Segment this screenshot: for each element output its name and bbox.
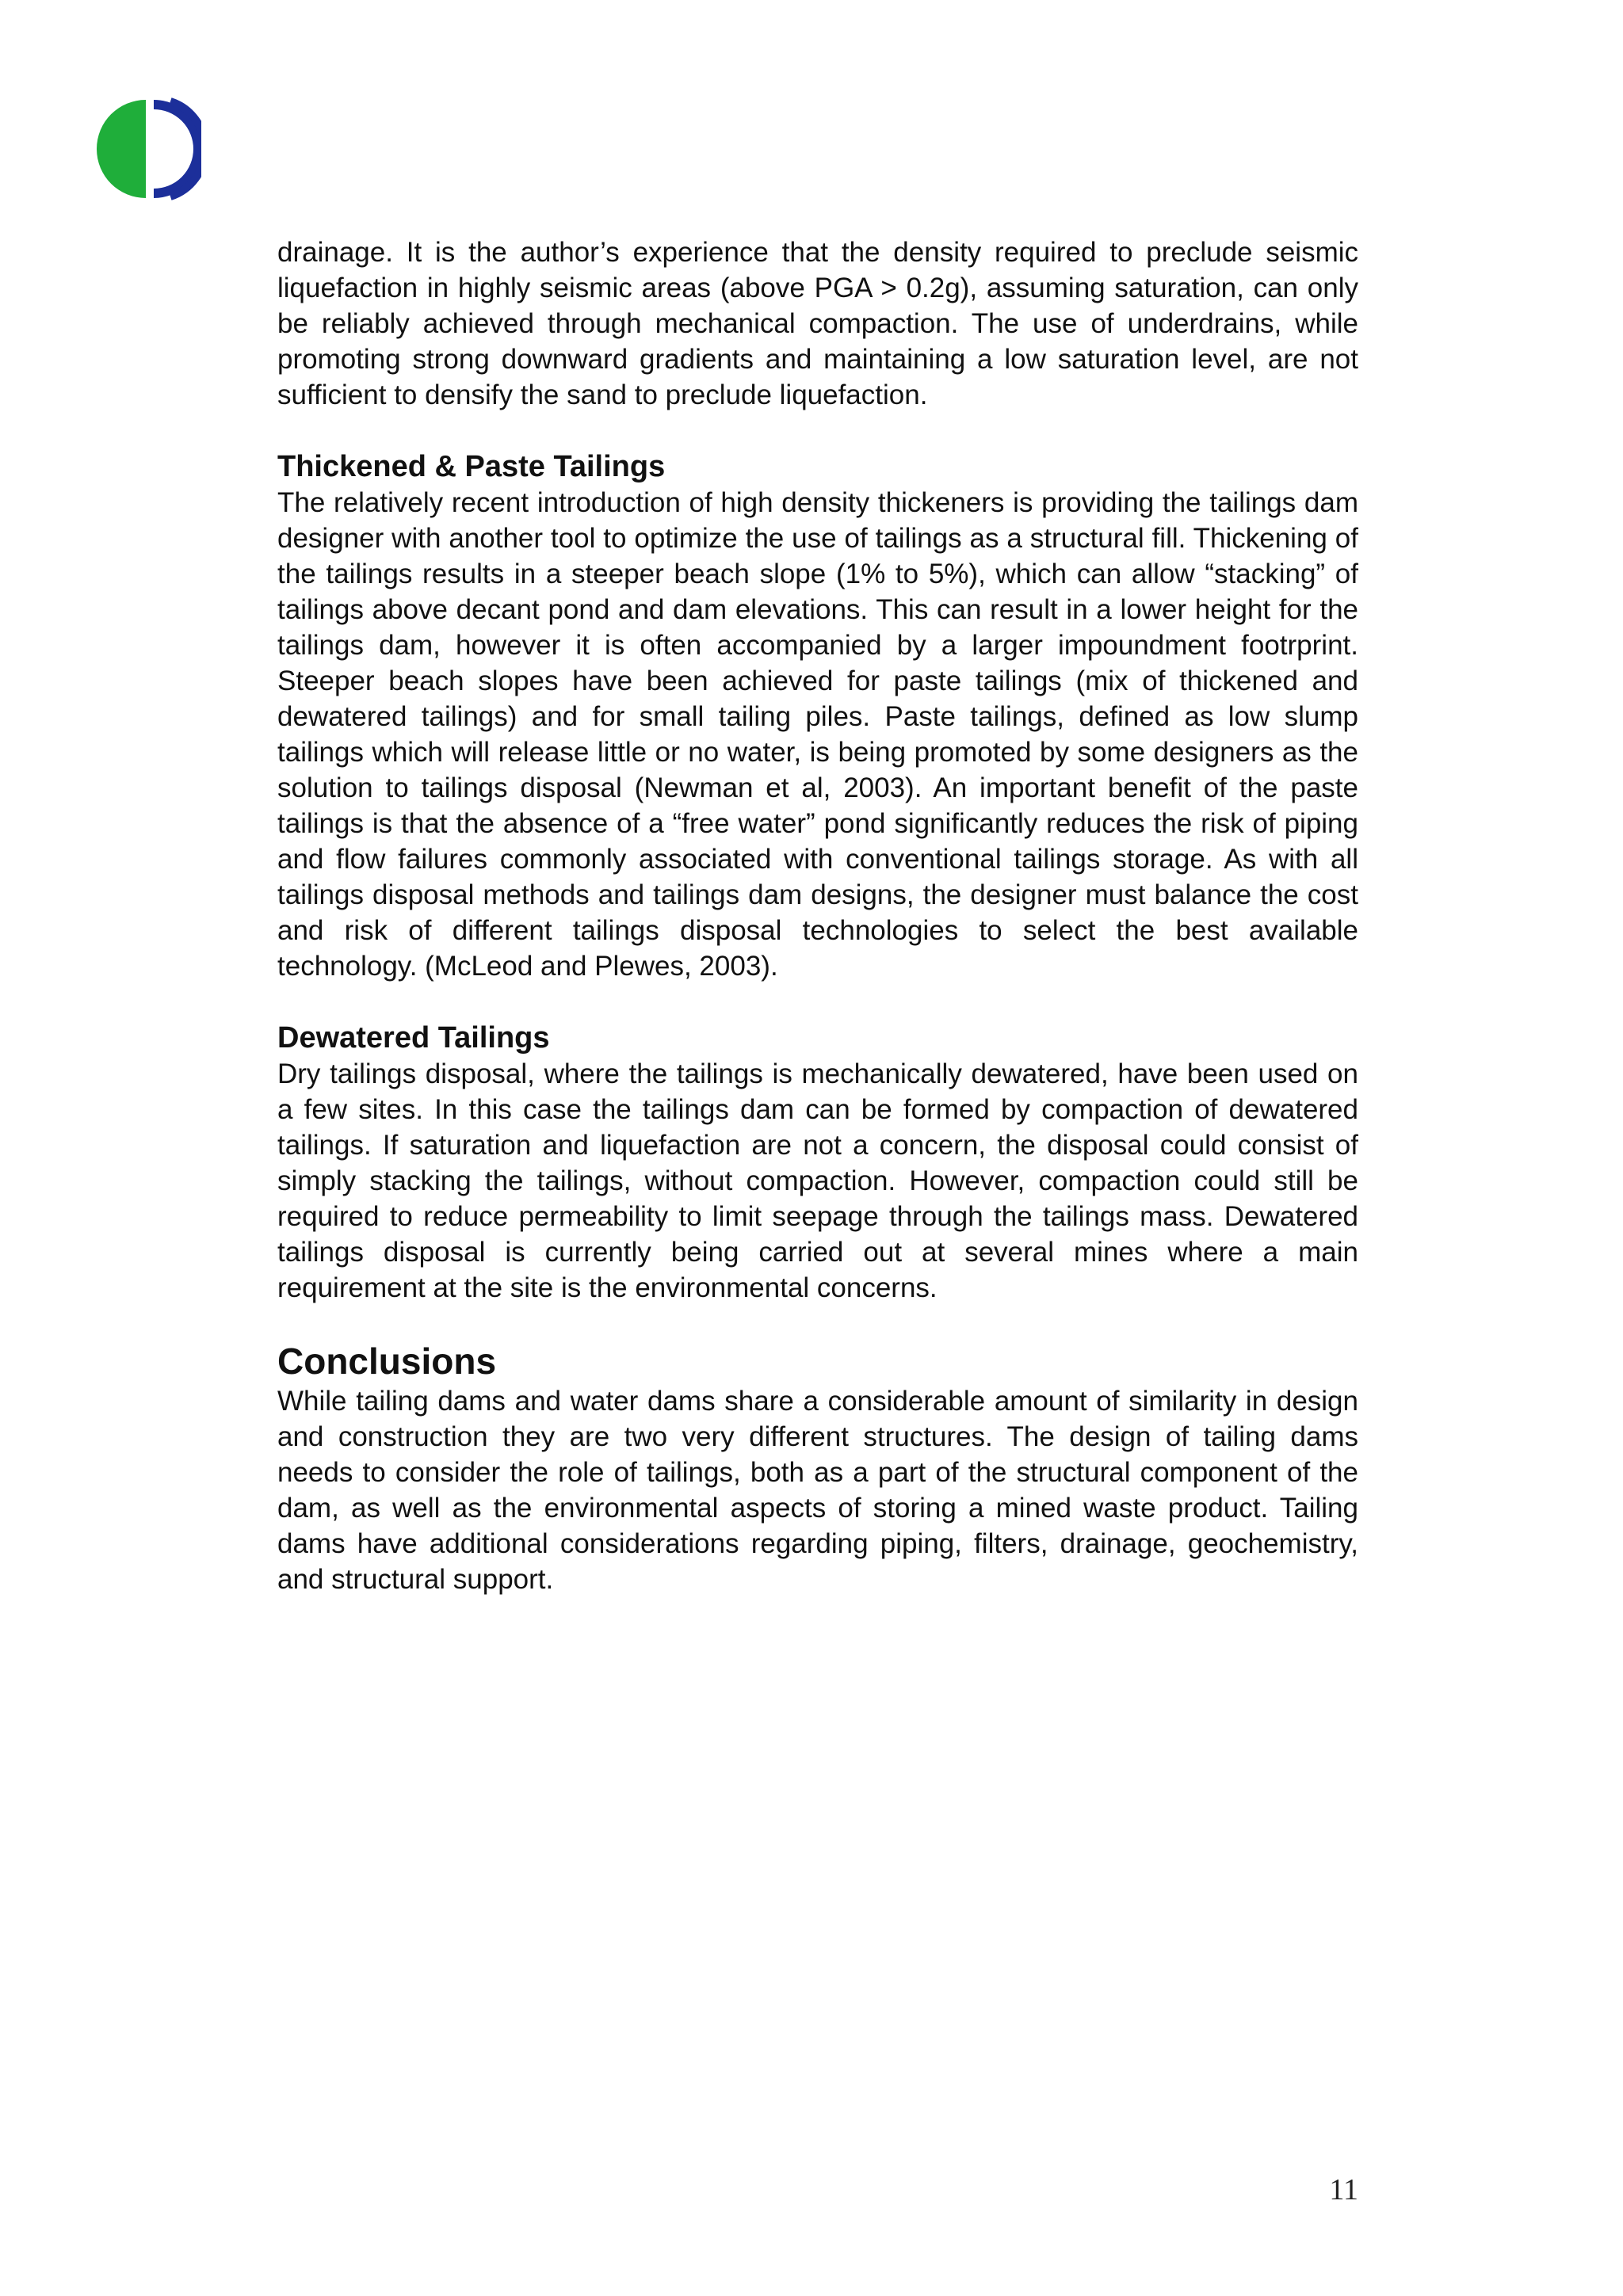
intro-paragraph: drainage. It is the author’s experience that the density required to preclude seismic liquefaction in highly seismic areas (above PGA > 0.2g), assuming saturation, can only be reliably achieved through mechanical compaction. The use of underdrains, while promoting strong downward gradients and maintaining a low saturation level, are not sufficient to densify the sand to preclude liquefaction. (277, 237, 1358, 410)
logo-graphic (97, 97, 201, 201)
thickened-paste-tailings-heading: Thickened & Paste Tailings (277, 450, 666, 483)
document-body (277, 235, 1358, 1597)
company-logo-icon (97, 97, 201, 201)
conclusions-paragraph: While tailing dams and water dams share a considerable amount of similarity in design and construction they are two very different structures. The design of tailing dams needs to consider the role of tailings, both as a part of the structural component of the dam, as well as the environmental aspects of storing a mined waste product. Tailing dams have additional considerations regarding piping, filters, drainage, geochemistry, and structural support. (277, 1386, 1358, 1595)
page-number: 11 (1329, 2173, 1358, 2206)
conclusions-heading: Conclusions (277, 1341, 497, 1382)
dewatered-tailings-paragraph: Dry tailings disposal, where the tailings is mechanically dewatered, have been used on a few sites. In this case the tailings dam can be formed by compaction of dewatered tailings. If saturation and liquefaction are not a concern, the disposal could consist of simply stacking the tailings, without compaction. However, compaction could still be required to reduce permeability to limit seepage through the tailings mass. Dewatered tailings disposal is currently being carried out at several mines where a main requirement at the site is the environmental concerns. (277, 1058, 1358, 1303)
logo-green-half (97, 100, 146, 198)
thickened-paste-tailings-paragraph: The relatively recent introduction of high density thickeners is providing the tailings dam designer with another tool to optimize the use of tailings as a structural fill. Thickening of the tailings results in a steeper beach slope (1% to 5%), which can allow “stacking” of tailings above decant pond and dam elevations. This can result in a lower height for the tailings dam, however it is often accompanied by a larger impoundment footrprint. Steeper beach slopes have been achieved for paste tailings (mix of thickened and dewatered tailings) and for small tailing piles. Paste tailings, defined as low slump tailings which will release little or no water, is being promoted by some designers as the solution to tailings disposal (Newman et al, 2003). An important benefit of the paste tailings is that the absence of a “free water” pond significantly reduces the risk of piping and flow failures commonly associated with conventional tailings storage. As with all tailings disposal methods and tailings dam designs, the designer must balance the cost and risk of different tailings disposal technologies to select the best available technology. (McLeod and Plewes, 2003). (277, 487, 1358, 982)
dewatered-tailings-heading: Dewatered Tailings (277, 1021, 550, 1055)
